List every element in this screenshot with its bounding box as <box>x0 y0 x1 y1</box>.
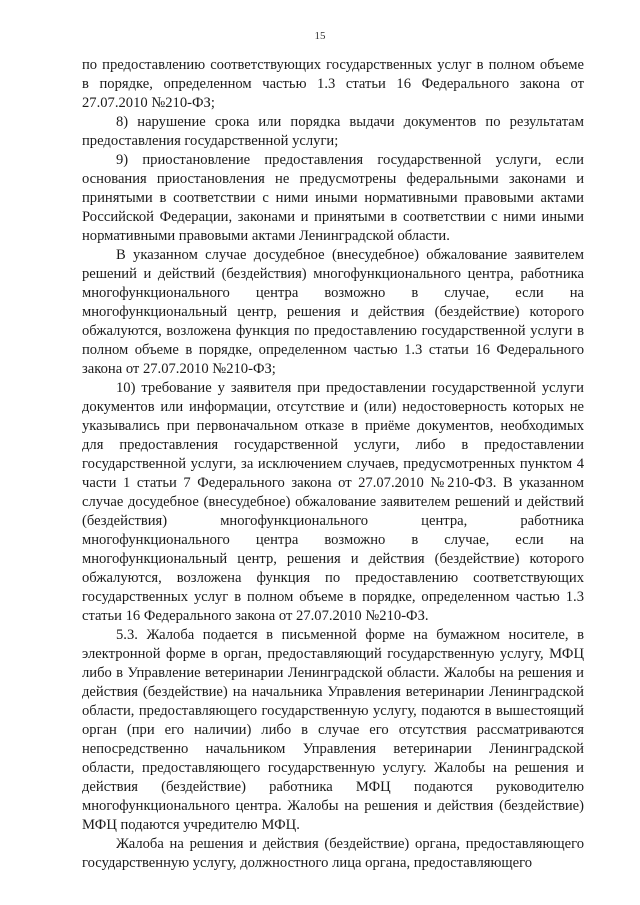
paragraph-item-9: 9) приостановление предоставления государственной услуги, если основания приостановления не предусмотрены федеральными законами и принятыми в соответствии с ними иными нормативными правовыми актами Российской Федерации, законами и принятыми в соответствии с ними иными нормативными правовыми актами Ленинградской области. <box>82 152 584 244</box>
paragraph-mfc-appeal: В указанном случае досудебное (внесудебное) обжалование заявителем решений и действий (бездействия) многофункционального центра, работника многофункционального центра возможно в случае, если на многофункциональный центр, решения и действия (бездействие) которого обжалуются, возложена функция по предоставлению государственной услуги в полном объеме в порядке, определенном частью 1.3 статьи 16 Федерального закона от 27.07.2010 №210-ФЗ; <box>82 247 584 377</box>
paragraph-item-10: 10) требование у заявителя при предоставлении государственной услуги документов или информации, отсутствие и (или) недостоверность которых не указывались при первоначальном отказе в приёме документов, необходимых для предоставления государственной услуги, либо в предоставлении государственной услуги, за исключением случаев, предусмотренных пунктом 4 части 1 статьи 7 Федерального закона от 27.07.2010 №210-ФЗ. В указанном случае досудебное (внесудебное) обжалование заявителем решений и действий (бездействия) многофункционального центра, работника многофункционального центра возможно в случае, если на многофункциональный центр, решения и действия (бездействие) которого обжалуются, возложена функция по предоставлению соответствующих государственных услуг в полном объеме в порядке, определенном частью 1.3 статьи 16 Федерального закона от 27.07.2010 №210-ФЗ. <box>82 380 584 624</box>
paragraph-complaint-start: Жалоба на решения и действия (бездействие) органа, предоставляющего государственную услугу, должностного лица органа, предоставляющего <box>82 836 584 871</box>
paragraph-item-8: 8) нарушение срока или порядка выдачи документов по результатам предоставления государственной услуги; <box>82 114 584 149</box>
paragraph-section-5-3: 5.3. Жалоба подается в письменной форме на бумажном носителе, в электронной форме в орган, предоставляющий государственную услугу, МФЦ либо в Управление ветеринарии Ленинградской области. Жалобы на решения и действия (бездействие) на начальника Управления ветеринарии Ленинградской области, предоставляющего государственную услугу, подаются в вышестоящий орган (при его наличии) либо в случае его отсутствия рассматриваются непосредственно начальником Управления ветеринарии Ленинградской области, предоставляющего государственную услугу. Жалобы на решения и действия (бездействие) работника МФЦ подаются руководителю многофункционального центра. Жалобы на решения и действия (бездействие) МФЦ подаются учредителю МФЦ. <box>82 627 584 833</box>
paragraph-continuation: по предоставлению соответствующих государственных услуг в полном объеме в порядке, определенном частью 1.3 статьи 16 Федерального закона от 27.07.2010 №210-ФЗ; <box>82 57 584 111</box>
page-number: 15 <box>314 30 326 42</box>
